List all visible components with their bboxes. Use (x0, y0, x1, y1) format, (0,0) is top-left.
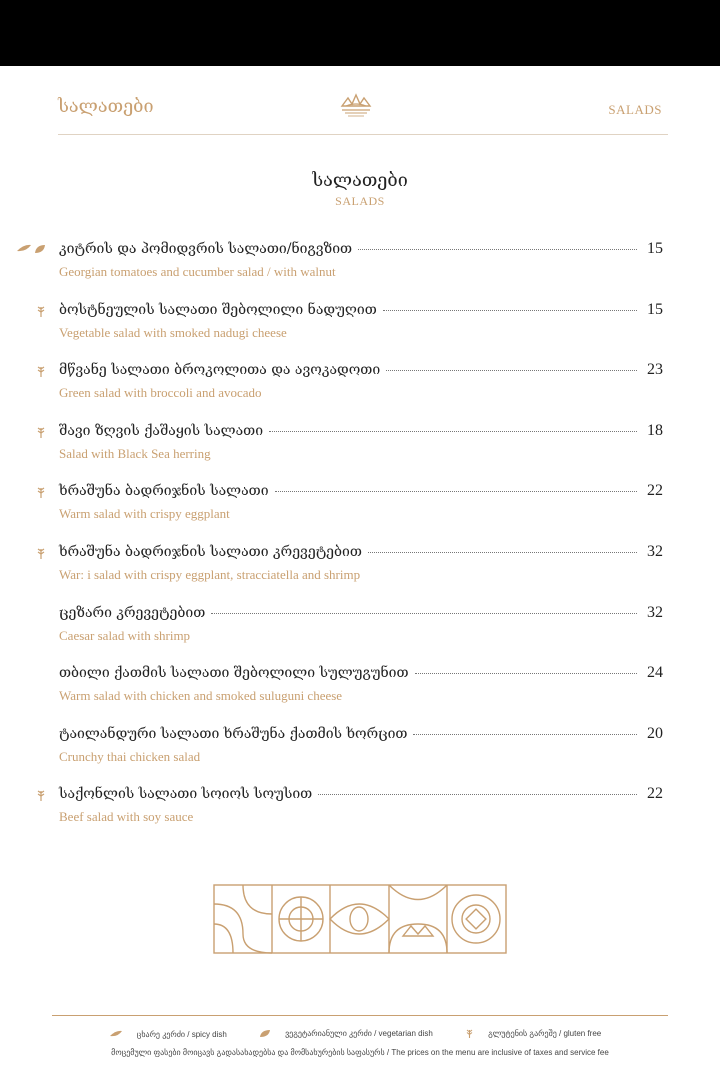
item-name-ka: ხრაშუნა ბადრიჯნის სალათი (59, 483, 269, 500)
dot-leader (269, 431, 637, 432)
header-title-en: SALADS (608, 102, 662, 117)
item-icons (12, 305, 58, 319)
legend-vegetarian (259, 1029, 443, 1038)
item-price: 15 (647, 300, 663, 318)
item-title-row (59, 301, 663, 321)
dot-leader (386, 370, 637, 371)
legend-spicy (109, 1030, 237, 1039)
legend (0, 1028, 720, 1040)
dot-leader (383, 310, 637, 311)
header-divider (58, 134, 668, 135)
menu-item (0, 543, 720, 587)
dot-leader (275, 491, 637, 492)
item-icons (12, 729, 58, 743)
menu-item (0, 301, 720, 345)
item-name-ka: ცეზარი კრევეტებით (59, 604, 206, 621)
crown-icon (338, 92, 374, 122)
item-name-en: Green salad with broccoli and avocado (59, 385, 262, 401)
gluten-free-icon (465, 1028, 474, 1038)
item-title-row (59, 361, 663, 381)
item-icons (12, 608, 58, 622)
item-icons (12, 789, 58, 803)
item-name-en: Beef salad with soy sauce (59, 809, 194, 825)
footer-divider (52, 1015, 668, 1016)
item-name-en: Warm salad with chicken and smoked suluguni cheese (59, 688, 343, 704)
item-title-row (59, 240, 663, 260)
item-price: 18 (647, 421, 663, 439)
dot-leader (211, 613, 637, 614)
legend-gluten-free (465, 1028, 611, 1038)
header-title-ka: სალათები (58, 96, 154, 117)
item-name-en: Caesar salad with shrimp (59, 627, 191, 643)
item-icons (12, 486, 58, 500)
item-icons (12, 365, 58, 379)
item-name-en: Crunchy thai chicken salad (59, 748, 201, 764)
item-price: 32 (647, 543, 663, 560)
menu-item (0, 240, 720, 284)
price-footnote: მოცემული ფასები მოიცავს გადასახადებსა და მომსახურების საფასურს / The prices on the menu are inclusive of taxes and service fee (111, 1048, 609, 1057)
item-name-ka: ტაილანდური სალათი ხრაშუნა ქათმის ხორცით (59, 725, 408, 742)
dot-leader (368, 552, 637, 553)
item-name-ka: საქონლის სალათი სოიოს სოუსით (59, 786, 313, 803)
item-name-en: War: i salad with crispy eggplant, stracciatella and shrimp (59, 567, 361, 582)
item-title-row (59, 482, 663, 502)
dot-leader (415, 673, 637, 674)
dot-leader (318, 794, 637, 795)
spicy-icon (109, 1030, 123, 1038)
menu-item (0, 361, 720, 405)
section-title-en: SALADS (335, 194, 385, 208)
menu-item (0, 422, 720, 466)
legend-vegetarian-label: ვეგეტარიანული კერძი / vegetarian dish (285, 1029, 433, 1038)
item-title-row (59, 725, 663, 745)
item-icons (12, 547, 58, 561)
item-icons (12, 668, 58, 682)
item-price: 15 (647, 240, 663, 257)
item-title-row (59, 543, 663, 563)
item-title-row (59, 422, 663, 442)
item-name-ka: კიტრის და პომიდვრის სალათი/ნიგვზით (59, 241, 353, 257)
menu-item (0, 664, 720, 708)
ornament-graphic (213, 884, 507, 954)
item-name-en: Salad with Black Sea herring (59, 445, 211, 461)
item-price: 22 (647, 785, 663, 803)
item-icons (12, 244, 58, 258)
page-header (58, 92, 668, 136)
item-title-row (59, 785, 663, 805)
menu-item (0, 785, 720, 829)
item-price: 32 (647, 603, 663, 621)
menu-item (0, 725, 720, 769)
legend-gluten-free-label: გლუტენის გარეშე / gluten free (488, 1028, 602, 1038)
menu-item (0, 482, 720, 526)
item-price: 24 (647, 664, 663, 682)
item-name-en: Georgian tomatoes and cucumber salad / with walnut (59, 264, 336, 279)
legend-spicy-label: ცხარე კერძი / spicy dish (136, 1029, 227, 1039)
menu-item (0, 604, 720, 648)
item-name-en: Vegetable salad with smoked nadugi cheese (59, 324, 287, 340)
vegetarian-icon (259, 1029, 271, 1038)
item-name-ka: ხრაშუნა ბადრიჯნის სალათი კრევეტებით (59, 544, 362, 560)
item-name-ka: მწვანე სალათი ბროკოლითა და ავოკადოთი (59, 362, 381, 379)
item-name-ka: შავი ზღვის ქაშაყის სალათი (59, 422, 264, 439)
item-name-ka: ბოსტნეულის სალათი შებოლილი ნადუღით (59, 301, 377, 318)
item-price: 20 (647, 724, 663, 742)
item-title-row (59, 604, 663, 624)
section-title-ka: სალათები (312, 170, 408, 191)
dot-leader (358, 249, 637, 250)
item-price: 22 (647, 482, 663, 500)
item-title-row (59, 664, 663, 684)
item-icons (12, 426, 58, 440)
top-black-bar (0, 0, 720, 66)
item-name-ka: თბილი ქათმის სალათი შებოლილი სულუგუნით (59, 665, 409, 682)
item-name-en: Warm salad with crispy eggplant (59, 506, 230, 522)
item-price: 23 (647, 361, 663, 379)
dot-leader (413, 734, 637, 735)
